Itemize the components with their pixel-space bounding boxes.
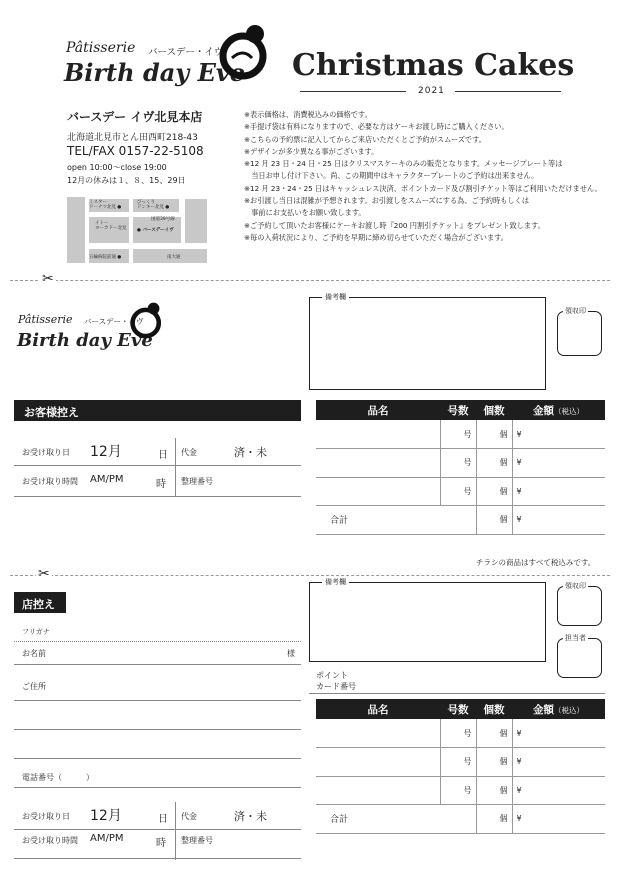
size-unit: 号 bbox=[440, 748, 476, 777]
shop-address: 北海道北見市とん田西町218-43 bbox=[67, 133, 198, 143]
store-day-unit: 日 bbox=[158, 814, 168, 825]
customer-logo-kana: バースデー・イヴ bbox=[84, 317, 144, 326]
table-total-row[interactable] bbox=[316, 506, 605, 535]
map-label-birthday-eve: ● バースデーイヴ bbox=[137, 228, 174, 233]
store-pickup-month: 12月 bbox=[90, 808, 122, 824]
store-divider-addr1 bbox=[14, 700, 301, 701]
customer-pickup-date-label: お受け取り日 bbox=[22, 448, 70, 457]
logo-kana: バースデー・イヴ bbox=[148, 47, 224, 58]
logo-birthday-eve: Birth day Eve bbox=[64, 58, 246, 87]
store-furigana-label: フリガナ bbox=[22, 628, 50, 636]
total-label: 合計 bbox=[316, 506, 440, 535]
note-item: ※ご予約して頂いたお客様にケーキお渡し時『200 円割引チケット』をプレゼント致します。 bbox=[244, 220, 545, 230]
table-row[interactable] bbox=[316, 776, 605, 805]
note-item: ※毎の入荷状況により、ご予約を早期に締め切らせていただく場合がございます。 bbox=[244, 232, 508, 242]
store-name-label: お名前 bbox=[22, 649, 46, 658]
customer-remarks-label: 備考欄 bbox=[322, 292, 349, 302]
store-divider-furigana bbox=[14, 641, 301, 642]
shop-name: バースデー イヴ北見本店 bbox=[67, 110, 203, 124]
store-ampm[interactable]: AM/PM bbox=[90, 833, 124, 844]
col-header-size: 号数 bbox=[440, 400, 476, 420]
store-divider-name bbox=[14, 664, 301, 665]
yen-sign: ¥ bbox=[512, 506, 605, 535]
yen-sign: ¥ bbox=[512, 776, 605, 805]
store-address-label: ご住所 bbox=[22, 682, 46, 691]
map-label-nandai: 南大通 bbox=[167, 255, 181, 260]
table-row[interactable] bbox=[316, 719, 605, 748]
total-label: 合計 bbox=[316, 805, 440, 834]
store-hour-unit: 時 bbox=[156, 838, 166, 849]
qty-unit: 個 bbox=[476, 805, 512, 834]
customer-payment-label: 代金 bbox=[181, 448, 197, 457]
col-header-price bbox=[512, 699, 605, 719]
store-staff-box[interactable] bbox=[557, 638, 602, 678]
customer-section-title-text: お客様控え bbox=[24, 406, 79, 419]
table-row[interactable] bbox=[316, 477, 605, 506]
note-item: ※表示価格は、消費税込みの価格です。 bbox=[244, 110, 372, 119]
store-payment-label: 代金 bbox=[181, 812, 197, 821]
store-pickup-time-label: お受け取り時間 bbox=[22, 836, 78, 845]
qty-unit: 個 bbox=[476, 449, 512, 478]
col-header-price-text: 金額 bbox=[533, 703, 554, 716]
yen-sign: ¥ bbox=[512, 449, 605, 478]
customer-ref-label: 整理番号 bbox=[181, 477, 213, 486]
store-section-title bbox=[14, 592, 66, 613]
size-unit: 号 bbox=[440, 449, 476, 478]
cut-line-1 bbox=[10, 280, 610, 281]
title-year: 2021 bbox=[418, 86, 445, 96]
shop-hours: open 10:00～close 19:00 bbox=[67, 163, 167, 172]
store-row-divider-1 bbox=[14, 829, 301, 830]
note-item: 当日お申し付け下さい。尚、この期間中はキャラクタープレートのご予約は出来ません。 bbox=[244, 171, 539, 181]
customer-pickup-time-label: お受け取り時間 bbox=[22, 477, 78, 486]
store-divider-addr2 bbox=[14, 729, 301, 730]
table-row[interactable] bbox=[316, 420, 605, 449]
col-header-item: 品名 bbox=[316, 699, 440, 719]
customer-row-divider-1 bbox=[14, 465, 301, 466]
customer-logo-patisserie: Pâtisserie bbox=[18, 313, 73, 326]
shop-holidays: 12月の休みは１、８、15、29日 bbox=[67, 176, 186, 185]
access-map bbox=[67, 197, 207, 263]
store-row-divider-2 bbox=[14, 858, 301, 859]
main-title: Christmas Cakes bbox=[292, 48, 575, 83]
note-item: ※12 月 23 日・24 日・25 日はクリスマスケーキのみの販売となります。メッセージプレート等は bbox=[244, 159, 563, 169]
yen-sign: ¥ bbox=[512, 748, 605, 777]
col-header-size: 号数 bbox=[440, 699, 476, 719]
yen-sign: ¥ bbox=[512, 477, 605, 506]
qty-unit: 個 bbox=[476, 748, 512, 777]
customer-payment-status[interactable]: 済・未 bbox=[234, 446, 267, 459]
store-payment-status[interactable]: 済・未 bbox=[234, 810, 267, 823]
size-unit: 号 bbox=[440, 477, 476, 506]
store-divider-point bbox=[309, 693, 605, 694]
store-ref-label: 整理番号 bbox=[181, 836, 213, 845]
note-item: ※お引渡し当日は混雑が予想されます。お引渡しをスムーズにする為、ご予約時もしくは bbox=[244, 196, 530, 206]
customer-day-unit: 日 bbox=[158, 450, 168, 461]
customer-receipt-box[interactable] bbox=[557, 311, 602, 356]
customer-hour-unit: 時 bbox=[156, 479, 166, 490]
map-label-mister-donut: ミスター ドーナツ北見 ● bbox=[89, 200, 122, 210]
table-total-row[interactable] bbox=[316, 805, 605, 834]
col-header-tax: （税込） bbox=[554, 406, 584, 416]
store-remarks-box[interactable] bbox=[309, 582, 546, 662]
col-header-item: 品名 bbox=[316, 400, 440, 420]
store-point-card-label-2: カード番号 bbox=[316, 682, 356, 691]
store-staff-label: 担当者 bbox=[565, 634, 586, 642]
cut-line-2 bbox=[10, 575, 610, 576]
customer-divider-v1 bbox=[175, 438, 176, 496]
note-item: ※デザインが多少異なる事がございます。 bbox=[244, 146, 379, 156]
shop-tel: TEL/FAX 0157-22-5108 bbox=[67, 144, 204, 158]
customer-ampm[interactable]: AM/PM bbox=[90, 474, 124, 485]
col-header-price bbox=[512, 400, 605, 420]
yen-sign: ¥ bbox=[512, 420, 605, 449]
scissors-icon: ✂ bbox=[38, 566, 50, 582]
map-label-route39: 国道39号線 bbox=[151, 217, 175, 222]
map-label-bikkuri-donkey: びっくり ドンキー北見 ● bbox=[137, 200, 170, 210]
store-divider-addr3 bbox=[14, 758, 301, 759]
store-receipt-box[interactable] bbox=[557, 586, 602, 626]
customer-logo-birthday-eve: Birth day Eve bbox=[17, 330, 153, 351]
customer-remarks-box[interactable] bbox=[309, 297, 546, 390]
title-rule-right bbox=[455, 91, 561, 92]
logo-emblem-icon bbox=[216, 24, 274, 82]
store-point-card-label: ポイント bbox=[316, 671, 348, 680]
map-label-ito-yokado: イトー ヨーカドー北見 bbox=[95, 221, 127, 231]
tax-note: チラシの商品はすべて税込みです。 bbox=[476, 558, 596, 567]
yen-sign: ¥ bbox=[512, 719, 605, 748]
store-phone-label: 電話番号（ ） bbox=[22, 773, 94, 782]
store-section-title-text: 店控え bbox=[22, 598, 55, 611]
note-item: ※手提げ袋は有料になりますので、必要な方はケーキお渡し時にご購入ください。 bbox=[244, 122, 509, 132]
title-rule-left bbox=[300, 91, 406, 92]
store-divider-phone bbox=[14, 787, 301, 788]
qty-unit: 個 bbox=[476, 719, 512, 748]
col-header-price-text: 金額 bbox=[533, 404, 554, 417]
size-unit: 号 bbox=[440, 420, 476, 449]
note-item: ※12 月 23・24・25 日はキャッシュレス決済、ポイントカード及び割引チケット等はご利用いただけません。 bbox=[244, 183, 602, 193]
table-row[interactable] bbox=[316, 449, 605, 478]
customer-logo-emblem-icon bbox=[128, 302, 166, 340]
qty-unit: 個 bbox=[476, 477, 512, 506]
logo-patisserie: Pâtisserie bbox=[66, 40, 136, 56]
qty-unit: 個 bbox=[476, 776, 512, 805]
customer-section-title bbox=[14, 400, 301, 421]
qty-unit: 個 bbox=[476, 506, 512, 535]
store-remarks-label: 備考欄 bbox=[322, 577, 349, 587]
col-header-qty: 個数 bbox=[476, 699, 512, 719]
store-pickup-date-label: お受け取り日 bbox=[22, 812, 70, 821]
map-label-gorin: 五輪病院前通 ● bbox=[89, 255, 122, 260]
customer-order-table bbox=[316, 400, 605, 535]
store-receipt-label: 領収印 bbox=[565, 582, 586, 590]
note-item: ※こちらの予約票に記入してからご来店いただくとご予約がスムーズです。 bbox=[244, 134, 486, 144]
size-unit: 号 bbox=[440, 776, 476, 805]
scissors-icon: ✂ bbox=[42, 271, 54, 287]
qty-unit: 個 bbox=[476, 420, 512, 449]
customer-row-divider-2 bbox=[14, 496, 301, 497]
store-divider-v1 bbox=[175, 802, 176, 860]
table-row[interactable] bbox=[316, 748, 605, 777]
store-order-table bbox=[316, 699, 605, 834]
col-header-tax: （税込） bbox=[554, 705, 584, 715]
yen-sign: ¥ bbox=[512, 805, 605, 834]
col-header-qty: 個数 bbox=[476, 400, 512, 420]
customer-receipt-label: 領収印 bbox=[565, 307, 586, 315]
note-item: 事前にお支払いをお願い致します。 bbox=[244, 208, 366, 218]
notes-list bbox=[244, 109, 614, 244]
store-sama: 様 bbox=[287, 649, 295, 658]
customer-pickup-month: 12月 bbox=[90, 444, 122, 460]
size-unit: 号 bbox=[440, 719, 476, 748]
